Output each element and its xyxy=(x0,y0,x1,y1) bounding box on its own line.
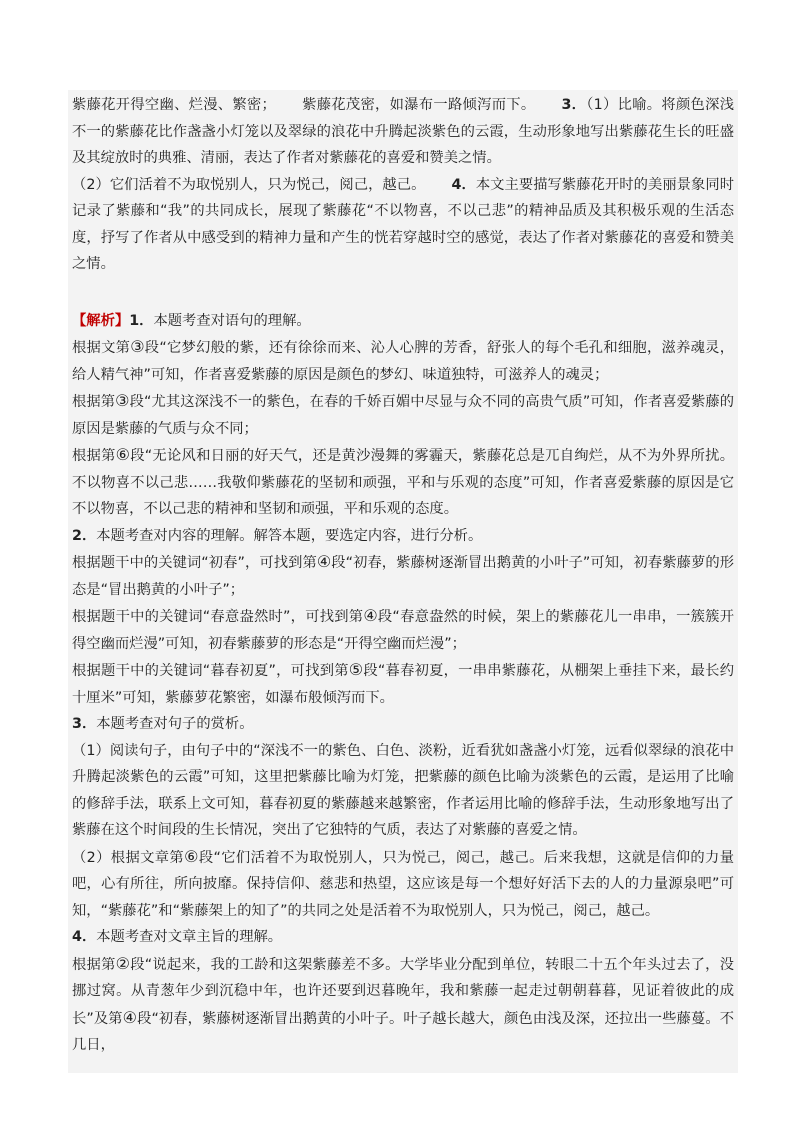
analysis-paragraph: 根据第⑥段“无论风和日丽的好天气，还是黄沙漫舞的雾霾天，紫藤花总是兀自绚烂，从不为外界所扰。不以物喜不以己悲……我敬仰紫藤花的坚韧和顽强，平和与乐观的态度”可知，作者喜爱紫藤的原因是它不以物喜，不以己悲的精神和坚韧和顽强，平和乐观的态度。 xyxy=(72,445,735,517)
answer-4-text: 本文主要描写紫藤花开时的美丽景象同时记录了紫藤和“我”的共同成长，展现了紫藤花“不以物喜，不以己悲”的精神品质及其积极乐观的生活态度，抒写了作者从中感受到的精神力量和产生的恍若穿越时空的感觉，表达了作者对紫藤花的喜爱和赞美之情。 xyxy=(72,176,735,272)
answer-4-number: 4． xyxy=(451,176,476,193)
analysis-block xyxy=(68,302,738,1073)
answer-paragraph xyxy=(72,172,734,278)
analysis-paragraph: 根据第③段“尤其这深浅不一的紫色，在春的千娇百媚中尽显与众不同的高贵气质”可知，作者喜爱紫藤的原因是紫藤的气质与众不同； xyxy=(72,391,735,437)
answer-3-number: 3． xyxy=(561,97,587,113)
answer-block xyxy=(68,90,738,286)
answer-2-part2: 紫藤花茂密，如瀑布一路倾泻而下。 xyxy=(301,97,536,113)
answer-3-part2: （2）它们活着不为取悦别人，只为悦己，阅己，越己。 xyxy=(72,176,426,193)
analysis-q3-heading: 3．本题考查对句子的赏析。 xyxy=(72,716,254,732)
analysis-paragraph: 根据第②段“说起来，我的工龄和这架紫藤差不多。大学毕业分配到单位，转眼二十五个年头过去了，没挪过窝。从青葱年少到沉稳中年，也许还要到迟暮晚年，我和紫藤一起走过朝朝暮暮，见证着彼此的成长”及第④段“初春，紫藤树逐渐冒出鹅黄的小叶子。叶子越长越大，颜色由浅及深，还拉出一些藤蔓。不几日， xyxy=(72,953,735,1053)
analysis-paragraph: 根据文第③段“它梦幻般的紫，还有徐徐而来、沁人心脾的芳香，舒张人的每个毛孔和细胞，滋养魂灵，给人精气神”可知，作者喜爱紫藤的原因是颜色的梦幻、味道独特，可滋养人的魂灵； xyxy=(72,337,735,383)
block-gap xyxy=(68,286,738,302)
analysis-q4-heading: 4．本题考查对文章主旨的理解。 xyxy=(72,929,283,945)
analysis-paragraph: 根据题干中的关键词“初春”，可找到第④段“初春，紫藤树逐渐冒出鹅黄的小叶子”可知，初春紫藤萝的形态是“冒出鹅黄的小叶子”； xyxy=(72,552,735,598)
document-content xyxy=(68,90,738,1073)
analysis-paragraph: 根据题干中的关键词“春意盎然时”，可找到第④段“春意盎然的时候，架上的紫藤花儿一串串，一簇簇开得空幽而烂漫”可知，初春紫藤萝的形态是“开得空幽而烂漫”； xyxy=(72,606,735,652)
answer-2-part1: 紫藤花开得空幽、烂漫、繁密； xyxy=(72,97,276,113)
analysis-paragraph: 根据题干中的关键词“暮春初夏”，可找到第⑤段“暮春初夏，一串串紫藤花，从棚架上垂挂下来，最长约十厘米”可知，紫藤萝花繁密，如瀑布般倾泻而下。 xyxy=(72,660,735,706)
answer-paragraph xyxy=(72,92,734,172)
analysis-label: 【解析】 xyxy=(72,312,130,329)
answer-3-text: （1）比喻。将颜色深浅不一的紫藤花比作盏盏小灯笼以及翠绿的浪花中升腾起淡紫色的云霞，生动形象地写出紫藤花生长的旺盛及其绽放时的典雅、清丽，表达了作者对紫藤花的喜爱和赞美之情。 xyxy=(72,97,735,166)
analysis-q2-heading: 2．本题考查对内容的理解。解答本题，要选定内容，进行分析。 xyxy=(72,527,483,544)
analysis-paragraph: （1）阅读句子，由句子中的“深浅不一的紫色、白色、淡粉，近看犹如盏盏小灯笼，远看似翠绿的浪花中升腾起淡紫色的云霞”可知，这里把紫藤比喻为灯笼，把紫藤的颜色比喻为淡紫色的云霞，是运用了比喻的修辞手法，联系上文可知，暮春初夏的紫藤越来越繁密，作者运用比喻的修辞手法，生动形象地写出了紫藤在这个时间段的生长情况，突出了它独特的气质，表达了对紫藤的喜爱之情。 xyxy=(72,742,734,838)
analysis-paragraph: （2）根据文章第⑥段“它们活着不为取悦别人，只为悦己，阅己，越己。后来我想，这就是信仰的力量吧，心有所往，所向披靡。保持信仰、慈悲和热望，这应该是每一个想好好活下去的人的力量源泉吧”可知，“紫藤花”和“紫藤架上的知了”的共同之处是活着不为取悦别人，只为悦己，阅己，越己。 xyxy=(72,846,735,919)
analysis-q1-heading: 【解析】1．本题考查对语句的理解。 xyxy=(72,312,311,329)
